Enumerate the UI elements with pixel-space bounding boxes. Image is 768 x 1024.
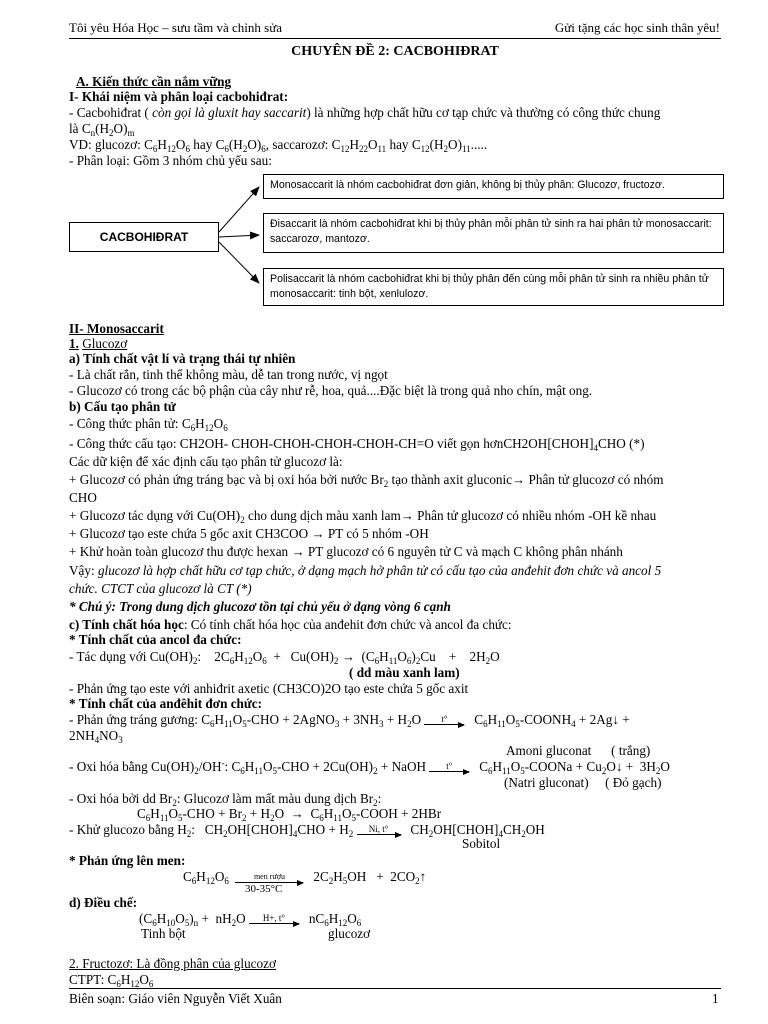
text-b4: + Glucozơ có phản ứng tráng bạc và bị oxi hóa bởi nước $Br_2$ tạo thành axit gluconic→ Phân tử glucozơ có nhóm <box>69 472 664 489</box>
reaction-c4: - Oxi hóa bằng $Cu(OH)_2/OH^-$: $C_6H_{11}O_5$-CHO + $2Cu(OH)_2$ + NaOH t° $C_6H_{11}O_5$-COONa + $Cu_2O↓ + 3H_2O$ <box>69 758 670 776</box>
diagram-monosaccarit-box: Monosaccarit là nhóm cacbohiđrat đơn giản, không bị thủy phân: Glucozơ, fructozơ. <box>263 174 724 199</box>
reaction-c1: - Tác dụng với $Cu(OH)_2$: $2C_6H_{12}O_6 + Cu(OH)_2 \to (C_6H_{11}O_6)_2Cu$ + $2H_2O$ <box>69 649 500 666</box>
heading-c-ancol: * Tính chất của ancol đa chức: <box>69 632 242 647</box>
heading-a: a) Tính chất vật lí và trạng thái tự nhiên <box>69 351 296 366</box>
section-1-heading: I- Khái niệm và phân loại cacbohiđrat: <box>69 89 289 104</box>
section-2-heading: II- Monosaccarit <box>69 321 164 336</box>
text-b8: Vậy: glucozơ là hợp chất hữu cơ tạp chức, ở dạng mạch hở phân tử có cấu tạo của anđehit đơn chức và ancol 5 <box>69 563 662 578</box>
example-line: VD: glucozơ: $C_6H_{12}O_6$ hay $C_6(H_2O)_6$, saccarozơ: $C_{12}H_{22}O_{11}$ hay $C_{12}(H_2O)_{11}$..... <box>69 137 488 154</box>
reaction-d: $(C_6H_{10}O_5)_n + nH_2O$ H+, t° $nC_6H_{12}O_6$ <box>139 911 362 928</box>
classify-line: - Phân loại: Gồm 3 nhóm chủ yếu sau: <box>69 153 272 168</box>
reaction-c3: - Phản ứng tráng gương: $C_6H_{11}O_5$-CHO + 2AgNO$_3$ + $3NH_3 + H_2O$ t° $C_6H_{11}O_5-COONH_4$ + 2Ag↓ + <box>69 712 630 729</box>
heading-c-andehit: * Tính chất của anđêhit đơn chức: <box>69 696 263 711</box>
diagram-polisaccarit-box: Polisaccarit là nhóm cacbohiđrat khi bị thủy phân đến cùng mỗi phân tử sinh ra nhiều phân tử monosaccarit: tinh bột, xenlulozơ. <box>263 268 724 306</box>
text-c2: - Phản ứng tạo este với anhiđrit axetic (CH3CO)2O tạo este chứa 5 gốc axit <box>69 681 469 696</box>
reaction-d-note1: Tinh bột <box>141 926 186 941</box>
page-number: 1 <box>712 991 719 1006</box>
header-right: Gửi tặng các học sinh thân yêu! <box>554 20 720 35</box>
header-left: Tôi yêu Hóa Học – sưu tầm và chỉnh sửa <box>69 20 283 35</box>
heading-b: b) Cấu tạo phân tử <box>69 399 176 414</box>
footer-rule <box>69 988 721 989</box>
heading-c: c) Tính chất hóa học: Có tính chất hóa học của anđehit đơn chức và ancol đa chức: <box>69 617 512 632</box>
reaction-d-note2: glucozơ <box>328 926 371 941</box>
reaction-c3-notes: Amoni gluconat ( trắng) <box>506 743 651 758</box>
fructose-formula: CTPT: $C_6H_{12}O_6$ <box>69 972 154 989</box>
diagram-disaccarit-box: Đisaccarit là nhóm cacbohiđrat khi bị thủy phân mỗi phân tử sinh ra hai phân tử monosaccarit: saccarozơ, mantozơ. <box>263 213 724 253</box>
general-formula: là $C_n(H_2O)_m$ <box>69 121 135 138</box>
reaction-c3-wrap: $2NH_4NO_3$ <box>69 728 123 745</box>
reaction-c4-notes: (Natri gluconat) ( Đỏ gạch) <box>504 775 662 790</box>
reaction-c6-note: Sobitol <box>462 836 501 851</box>
text-b7: + Khử hoàn toàn glucozơ thu được hexan → PT glucozơ có 6 nguyên tử C và mạch C không phân nhánh <box>69 544 623 559</box>
heading-ferment: * Phản ứng lên men: <box>69 853 186 868</box>
section-a-heading: A. Kiến thức cần nắm vững <box>76 74 232 89</box>
glucose-heading: 1. Glucozơ <box>69 336 128 351</box>
text-b1: - Công thức phân tử: $C_6H_{12}O_6$ <box>69 416 228 433</box>
text-a1: - Là chất rắn, tinh thể không màu, dễ tan trong nước, vị ngọt <box>69 367 388 382</box>
heading-d: d) Điều chế: <box>69 895 138 910</box>
text-a2: - Glucozơ có trong các bộ phận của cây như rễ, hoa, quả....Đặc biệt là trong quả nho chín, mật ong. <box>69 383 593 398</box>
diagram-main-box: CACBOHIĐRAT <box>69 222 219 252</box>
text-c5: - Oxi hóa bởi dd $Br_2$: Glucozơ làm mất màu dung dịch $Br_2$: <box>69 791 382 808</box>
note-line: * Chú ý: Trong dung dịch glucozơ tồn tại chủ yếu ở dạng vòng 6 cạnh <box>69 599 451 614</box>
text-b8-wrap: chức. CTCT của glucozơ là CT (*) <box>69 581 252 596</box>
reaction-c1-note: ( dd màu xanh lam) <box>349 665 460 680</box>
page-title: CHUYÊN ĐỀ 2: CACBOHIĐRAT <box>291 44 499 59</box>
text-b4-wrap: CHO <box>69 490 97 505</box>
reaction-c6: - Khử glucozo bằng $H_2$: $CH_2OH[CHOH]_4CHO + H_2$ Ni, t° $CH_2OH[CHOH]_4CH_2OH$ <box>69 822 545 839</box>
footer-left: Biên soạn: Giáo viên Nguyễn Viết Xuân <box>69 991 282 1006</box>
definition-line: - Cacbohiđrat ( còn gọi là gluxit hay saccarit) là những hợp chất hữu cơ tạp chức và thường có công thức chung <box>69 105 661 120</box>
fructose-heading: 2. Fructozơ: Là đồng phân của glucozơ <box>69 956 276 971</box>
reaction-c5: $C_6H_{11}O_5$-CHO + $Br_2 + H_2O$ → $C_6H_{11}O_5$-COOH + 2HBr <box>137 806 442 823</box>
ferment-condition: 30-35°C <box>245 883 283 895</box>
text-b2: - Công thức cấu tạo: CH2OH- CHOH-CHOH-CHOH-CHOH-CH=O viết gọn $hơnCH2OH[CHOH]_4CHO$ (*) <box>69 436 645 453</box>
text-b6: + Glucozơ tạo este chứa 5 gốc axit CH3COO → PT có 5 nhóm -OH <box>69 526 429 541</box>
reaction-ferment: $C_6H_{12}O_6$ men rượu $2C_2H_5OH$ + $2CO_2↑$ <box>183 869 427 886</box>
text-b5: + Glucozơ tác dụng với $Cu(OH)_2$ cho dung dịch màu xanh lam→ Phân tử glucozơ có nhiều nhóm -OH kề nhau <box>69 508 657 525</box>
text-b3: Các dữ kiện để xác định cấu tạo phân tử glucozơ là: <box>69 454 343 469</box>
